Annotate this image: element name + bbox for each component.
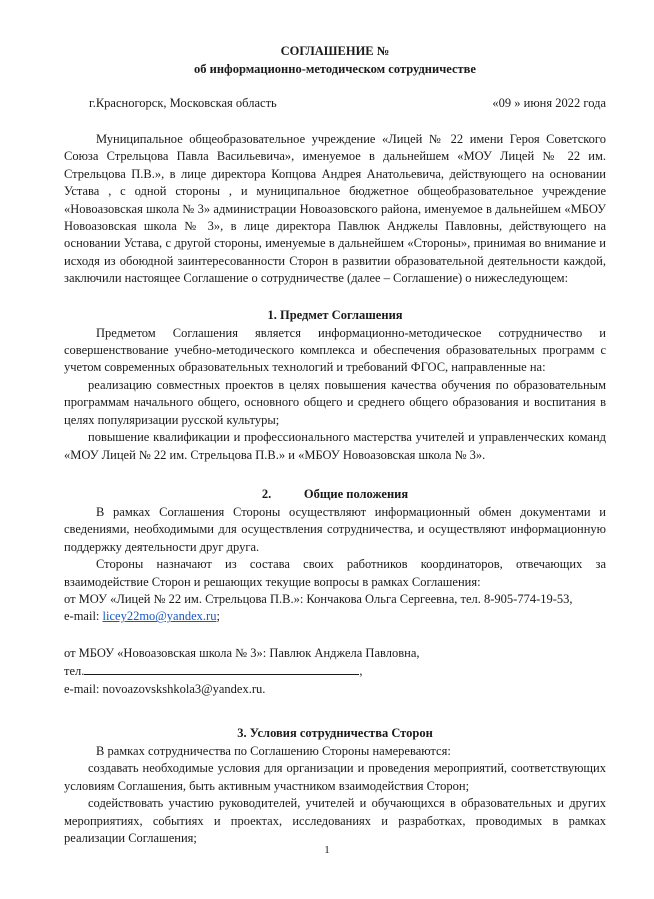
coordinator-1-email-line xyxy=(64,608,606,625)
section-3-paragraph-3: содействовать участию руководителей, учителей и обучающихся в образовательных и других мероприятиях, событиях и проектах, исследованиях и разработках, проводимых в рамках реализации Соглашения; xyxy=(64,796,606,845)
date: «09 » июня 2022 года xyxy=(492,96,606,110)
spacer xyxy=(64,626,606,645)
section-3-heading: 3. Условия сотрудничества Сторон xyxy=(237,725,433,740)
section-1-paragraph-3: повышение квалификации и профессионального мастерства учителей и управленческих команд «МОУ Лицей № 22 им. Стрельцова П.В.» и «МБОУ Новоазовская школа № 3». xyxy=(64,430,606,462)
section-1-paragraph-2: реализацию совместных проектов в целях повышения качества обучения по образовательным программам начального общего, основного общего и среднего общего образования и воспитания в целях популяризации русской культуры; xyxy=(64,377,606,427)
intro-paragraph: Муниципальное общеобразовательное учреждение «Лицей № 22 имени Героя Советского Союза Стрельцова Павла Васильевича», именуемое в дальнейшем «МОУ Лицей № 22 им. Стрельцова П.В.», в лице директора Копцова Андрея Анатольевича, действующего на основании Устава , с одной стороны , и муниципальное бюджетное общеобразовательное учреждение «Новоазовская школа № 3» администрации Новоазовского района, именуемое в дальнейшем «МБОУ Новоазовская школа № 3», в лице директора Павлюк Анджелы Павловны, действующего на основании Устава, с другой стороны, именуемые в дальнейшем «Стороны», принимая во внимание и исходя из обоюдной заинтересованности Сторон в развитии образовательной деятельности каждой, заключили настоящее Соглашение о сотрудничестве (далее – Соглашение) о нижеследующем: xyxy=(64,132,606,286)
phone-tail: , xyxy=(359,664,363,679)
phone-blank-line xyxy=(84,662,359,675)
section-3-paragraph-2: создавать необходимые условия для организации и проведения мероприятий, соответствующих условиям Соглашения, быть активным участником взаимодействия Сторон; xyxy=(64,761,606,793)
page-number: 1 xyxy=(324,844,330,856)
email-label: e-mail: xyxy=(64,609,103,624)
section-1-paragraph-1: Предметом Соглашения является информационно-методическое сотрудничество и совершенствование учебно-методического комплекса и обеспечения образовательных программ с учетом современных образовательных технологий и требований ФГОС, направленные на: xyxy=(64,325,606,375)
coordinator-2-phone-line xyxy=(64,662,606,680)
document-title: СОГЛАШЕНИЕ № xyxy=(280,44,390,58)
section-3-paragraph-1: В рамках сотрудничества по Соглашению Стороны намереваются: xyxy=(96,743,451,758)
section-2-paragraph-1: В рамках Соглашения Стороны осуществляют информационный обмен документами и сведениями, необходимыми для осуществления сотрудничества, и осуществляют информационную поддержку деятельности друг друга. xyxy=(64,504,606,554)
section-1-heading: 1. Предмет Соглашения xyxy=(267,307,403,322)
document-subtitle: об информационно-методическом сотрудничестве xyxy=(194,62,476,76)
coordinator-2-email: e-mail: novoazovskshkola3@yandex.ru. xyxy=(64,681,266,696)
place-date-row xyxy=(64,95,606,112)
email-tail: ; xyxy=(216,609,220,624)
coordinator-2: от МБОУ «Новоазовская школа № 3»: Павлюк Анджела Павловна, xyxy=(64,645,420,660)
email-link[interactable]: licey22mo@yandex.ru xyxy=(102,609,217,624)
section-2-paragraph-2: Стороны назначают из состава своих работников координаторов, отвечающих за взаимодействие Сторон и решающих текущие вопросы в рамках Соглашения: xyxy=(64,557,606,589)
section-2-heading xyxy=(64,486,606,503)
place: г.Красногорск, Московская область xyxy=(89,96,277,110)
section-2-number: 2. xyxy=(261,486,272,501)
coordinator-1: от МОУ «Лицей № 22 им. Стрельцова П.В.»: Кончакова Ольга Сергеевна, тел. 8-905-774-19-53, xyxy=(64,591,573,606)
section-2-title: Общие положения xyxy=(303,486,409,501)
phone-label: тел. xyxy=(64,664,85,679)
